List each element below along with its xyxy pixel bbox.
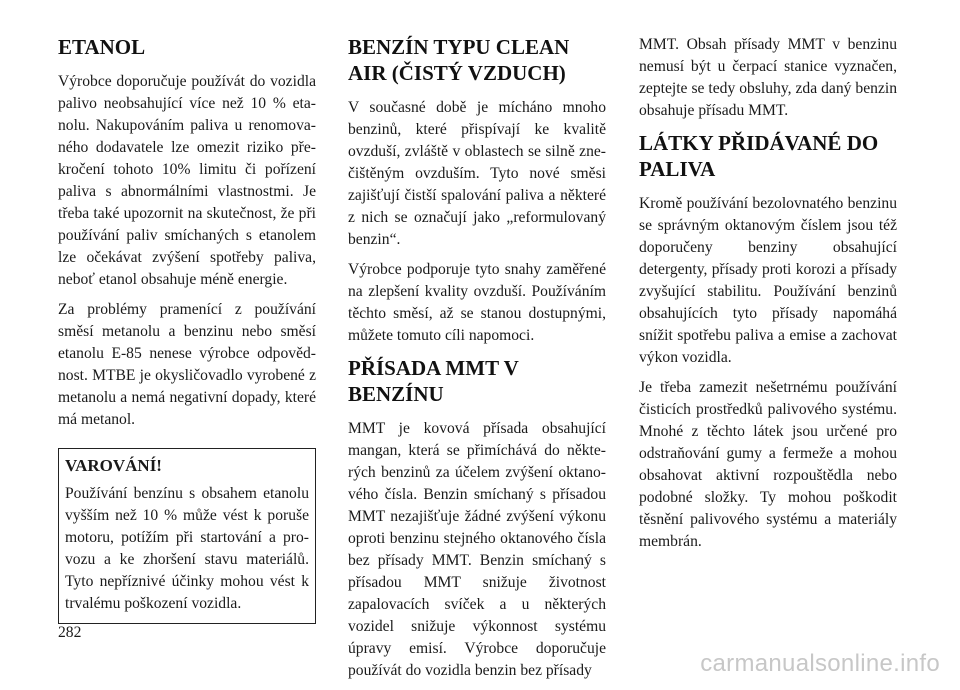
section-heading-ethanol: ETANOL bbox=[58, 35, 146, 59]
paragraph-mmt-continued: MMT. Obsah přísady MMT v benzinu nemusí být u čerpací stanice vyznačen, zeptejte se tedy obsluhy, zda daný benzin obsahuje přísadu MMT. bbox=[639, 36, 897, 119]
section-heading-mmt: PŘÍSADA MMT V BENZÍNU bbox=[348, 356, 519, 406]
paragraph-additives-1: Kromě používání bezolovnatého benzinu se správným oktanovým číslem jsou též doporučeny benziny obsahující detergenty, přísady proti korozi a přísady zvyšující stabilitu. Používání benzinů obsahujících tyto přísady napomáhá snížit spotřebu paliva a emise a zachovat výkon vozidla. bbox=[639, 195, 897, 366]
page-number: 282 bbox=[58, 624, 82, 641]
warning-box bbox=[58, 448, 316, 624]
paragraph-additives-2: Je třeba zamezit nešetrnému používání čisticích prostředků palivového systému. Mnohé z těchto látek jsou určené pro odstraňování gumy a fermeže a mohou obsahovat aktivní rozpouštědla nebo podobné složky. Ty mohou poškodit těsnění palivového systému a materiály membrán. bbox=[639, 379, 897, 550]
column-middle bbox=[348, 34, 606, 690]
paragraph-clean-air-1: V současné době je mícháno mnoho benzinů, které přispívají ke kvalitě ovzduší, zvláště v oblastech se silně znečištěným ovzduším. Tyto nové směsi zajišťují čistší spalování paliva a některé z nich se označují jako „reformulovaný benzin“. bbox=[348, 99, 606, 248]
paragraph-ethanol-1: Výrobce doporučuje používát do vozidla palivo neobsahující více než 10 % etanolu. Nakupováním paliva u renomovaného dodavatele lze omezit riziko překročení tohoto 10% limitu či pořízení paliva s abnormálními vlastnostmi. Je třeba také upozornit na skutečnost, že při používání paliv smíchaných s etanolem lze očekávat zvýšení spotřeby paliva, neboť etanol obsahuje méně energie. bbox=[58, 73, 316, 288]
section-heading-additives: LÁTKY PŘIDÁVANÉ DO PALIVA bbox=[639, 131, 879, 181]
section-heading-clean-air: BENZÍN TYPU CLEAN AIR (ČISTÝ VZDUCH) bbox=[348, 35, 570, 85]
column-left bbox=[58, 34, 316, 624]
column-right bbox=[639, 34, 897, 561]
paragraph-clean-air-2: Výrobce podporuje tyto snahy zaměřené na zlepšení kvality ovzduší. Používáním těchto směsí, až se stanou dostupnými, můžete tomuto cíli napomoci. bbox=[348, 261, 606, 344]
warning-text: Používání benzínu s obsahem etanolu vyšším než 10 % může vést k poruše motoru, potížím při startování a provozu a ke zhoršení stavu materiálů. Tyto nepříznivé účinky mohou vést k trvalému poškození vozidla. bbox=[65, 485, 309, 612]
paragraph-ethanol-2: Za problémy pramenící z používání směsí metanolu a benzinu nebo směsí etanolu E-85 nenese výrobce odpovědnost. MTBE je okysličovadlo vyrobené z metanolu a nemá negativní dopady, které má metanol. bbox=[58, 301, 316, 428]
paragraph-mmt-1: MMT je kovová přísada obsahující mangan, která se přimíchává do některých benzinů za účelem zvýšení oktanového čísla. Benzin smíchaný s přísadou MMT nezajišťuje žádné zvýšení výkonu oproti benzinu stejného oktanového čísla bez přísady MMT. Benzin smíchaný s přísadou MMT snižuje životnost zapalovacích svíček a u některých vozidel snižuje výkonnost systému úpravy emisí. Výrobce doporučuje používát do vozidla benzin bez přísady bbox=[348, 420, 606, 679]
site-watermark: carmanualsonline.info bbox=[700, 650, 940, 677]
warning-title: VAROVÁNÍ! bbox=[65, 456, 162, 475]
